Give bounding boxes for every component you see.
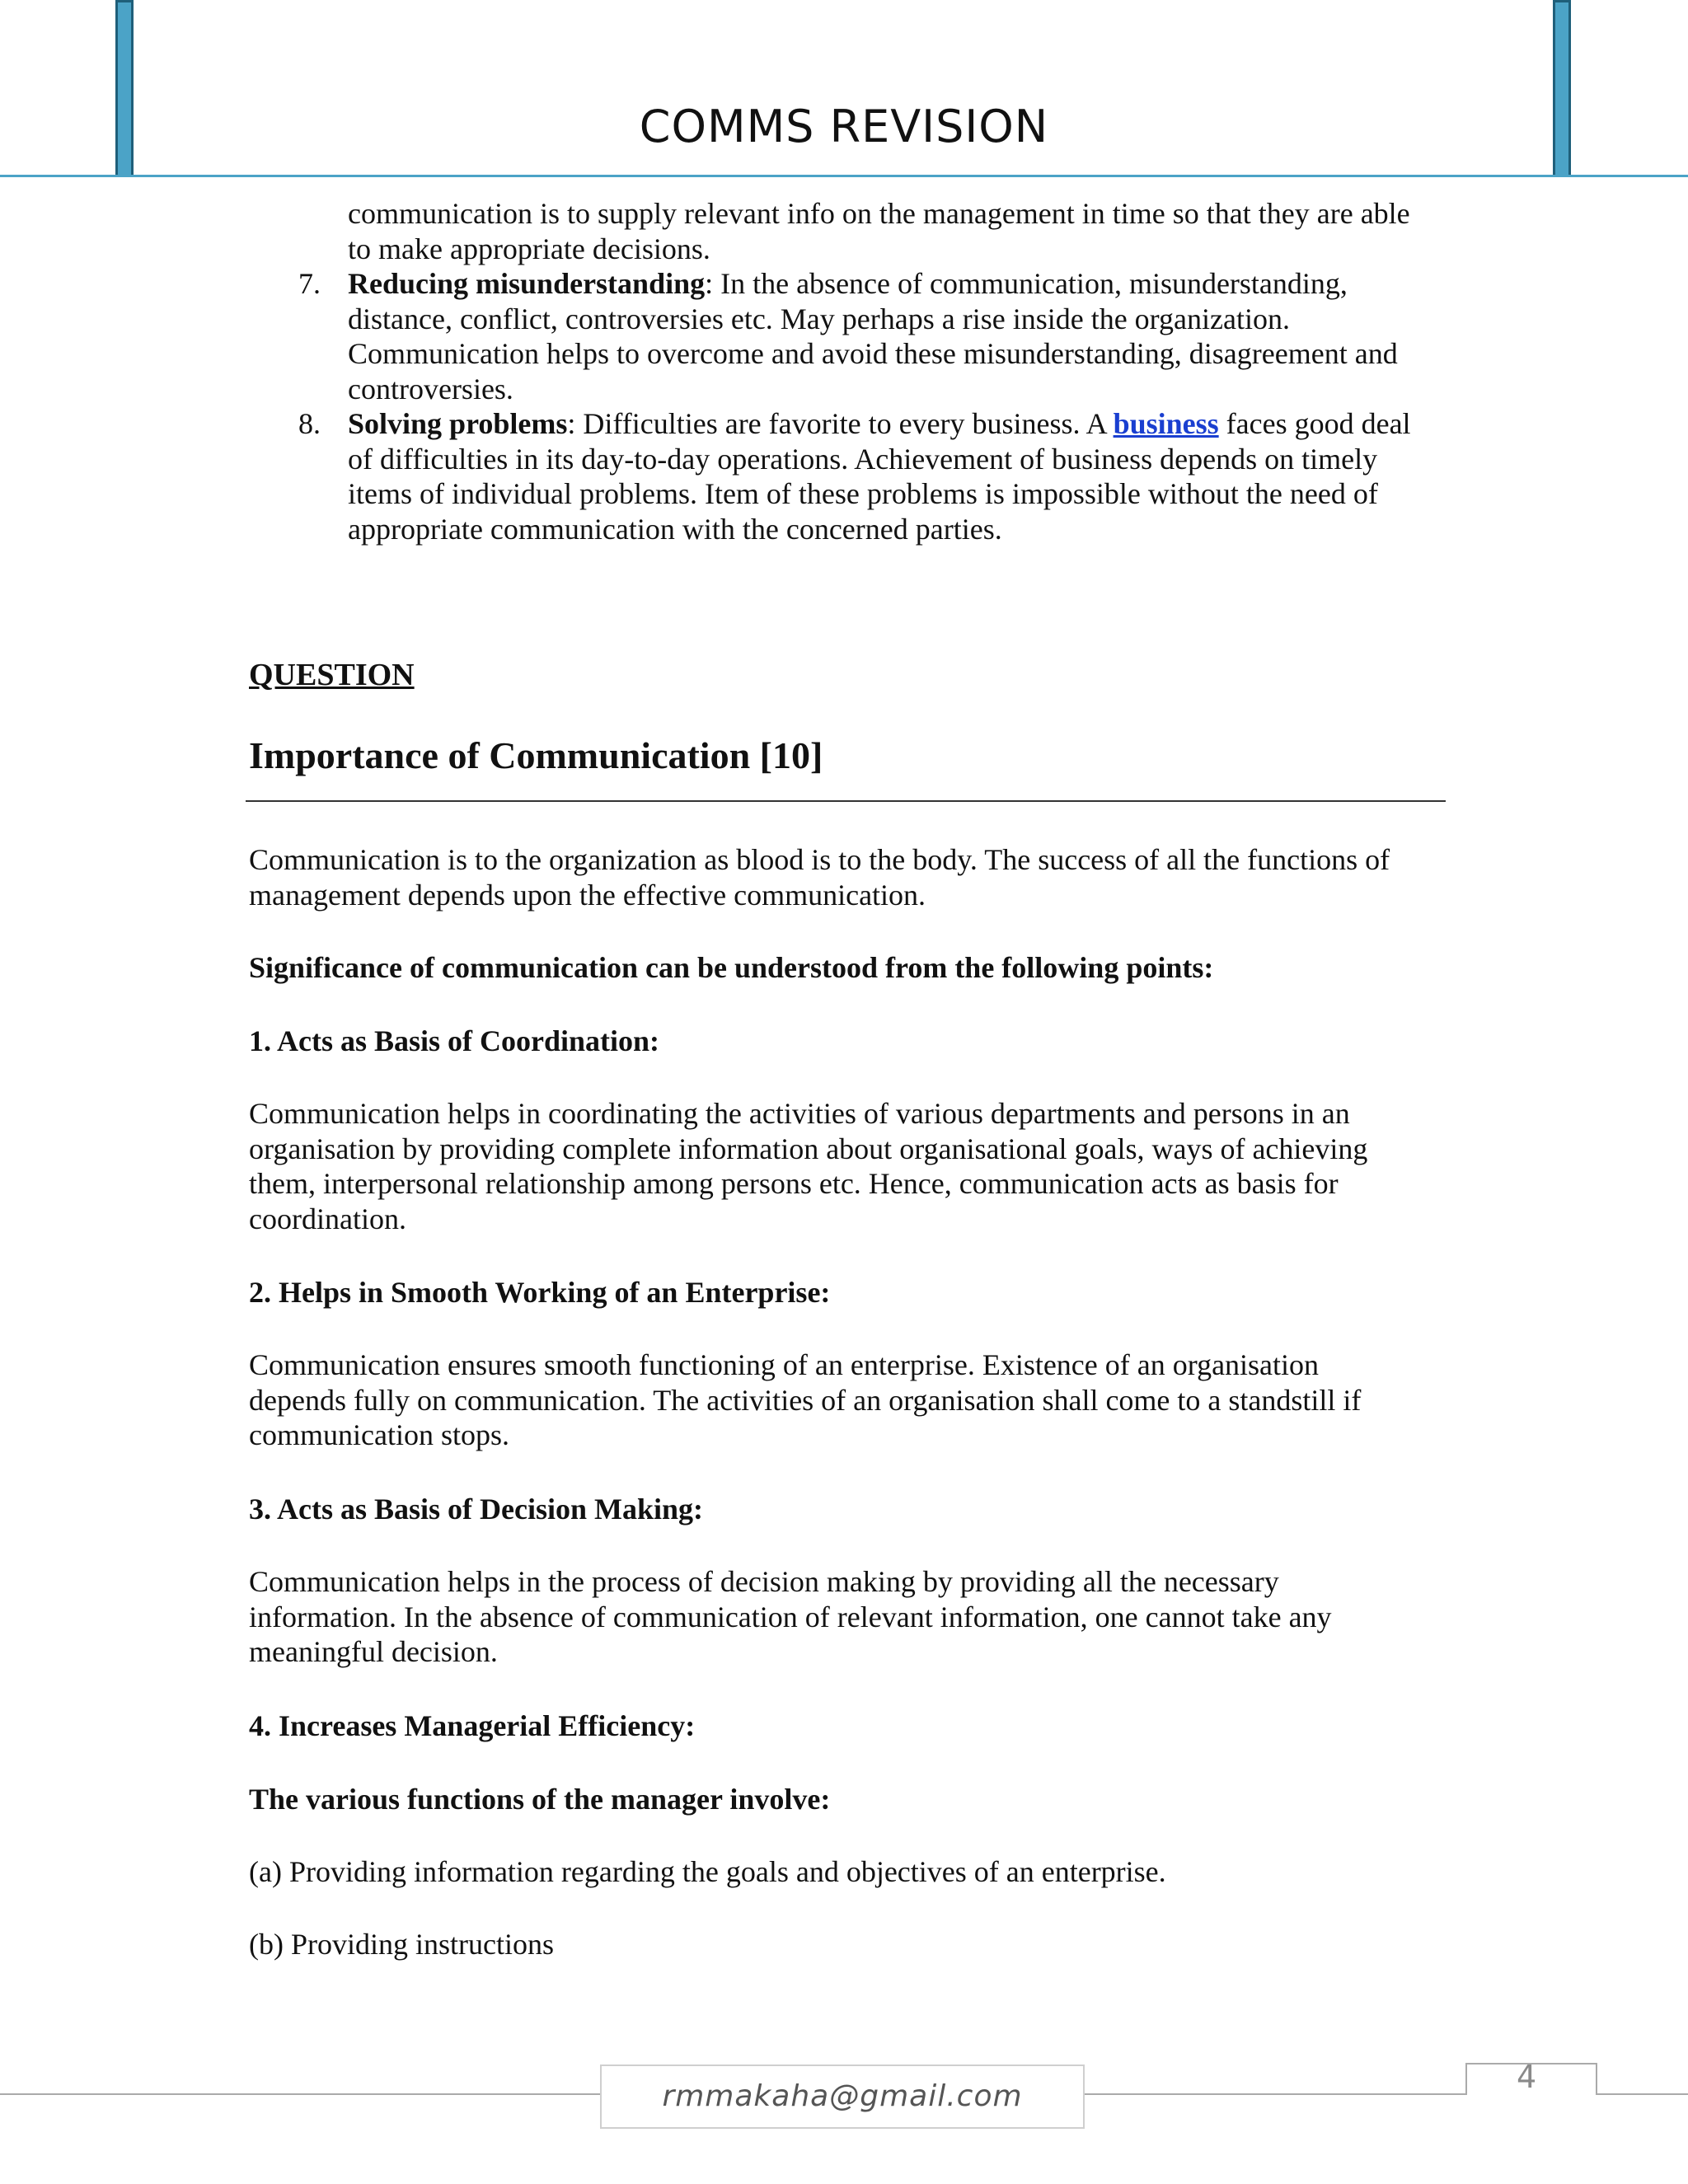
header-rule — [0, 175, 1688, 177]
list-item-title: Reducing misunderstanding — [348, 267, 706, 300]
list-lead-line: to make appropriate decisions. — [348, 232, 710, 265]
point-3-paragraph: Communication helps in the process of decision making by providing all the necessary information. In the absence of communication of relevant information, one cannot take any meaningful decision. — [249, 1565, 1332, 1668]
footer-email: rmmakaha@gmail.com — [600, 2064, 1085, 2129]
list-item-line: appropriate communication with the concerned parties. — [348, 512, 1002, 546]
significance-heading: Significance of communication can be understood from the following points: — [249, 951, 1214, 984]
point-1-paragraph: Communication helps in coordinating the activities of various departments and persons in an organisation by providing complete information about organisational goals, ways of achieving them, interpersonal relationship among persons etc. Hence, communication acts as basis for coordination. — [249, 1097, 1368, 1235]
point-2-title: 2. Helps in Smooth Working of an Enterprise: — [249, 1276, 831, 1309]
heading-rule — [246, 800, 1446, 802]
point-2-paragraph: Communication ensures smooth functioning of an enterprise. Existence of an organisation depends fully on communication. The activities of an organisation shall come to a standstill if communication stops. — [249, 1348, 1362, 1451]
function-b: (b) Providing instructions — [249, 1928, 554, 1961]
intro-paragraph: Communication is to the organization as blood is to the body. The success of all the functions of management depends upon the effective communication. — [249, 843, 1390, 912]
point-3-title: 3. Acts as Basis of Decision Making: — [249, 1493, 704, 1526]
point-1-title: 1. Acts as Basis of Coordination: — [249, 1024, 660, 1057]
list-item-line: of difficulties in its day-to-day operations. Achievement of business depends on timely — [348, 442, 1378, 476]
business-link[interactable]: business — [1113, 407, 1219, 440]
point-4-title: 4. Increases Managerial Efficiency: — [249, 1709, 696, 1742]
list-item-line: Communication helps to overcome and avoid these misunderstanding, disagreement and — [348, 337, 1398, 370]
footer-rule-right — [1596, 2093, 1688, 2095]
list-item-line: distance, conflict, controversies etc. May perhaps a rise inside the organization. — [348, 302, 1290, 335]
list-item-number: 7. — [298, 267, 321, 300]
function-a: (a) Providing information regarding the goals and objectives of an enterprise. — [249, 1855, 1166, 1888]
list-item-title: Solving problems — [348, 407, 568, 440]
list-item-7: 7. Reducing misunderstanding: In the absence of communication, misunderstanding, distance, conflict, controversies etc. May perhaps a rise inside the organization. Communication helps to overcome and avoid these misunderstanding, disagreement and controversies. — [249, 266, 1452, 406]
footer-rule-left — [0, 2093, 600, 2095]
list-item-8: 8. Solving problems: Difficulties are favorite to every business. A business faces good deal of difficulties in its day-to-day operations. Achievement of business depends on timely items of individual problems. Item of these problems is impossible without the need of appropriate communication with the concerned parties. — [249, 406, 1452, 546]
functions-heading: The various functions of the manager involve: — [249, 1783, 831, 1816]
footer-rule-middle — [1085, 2093, 1467, 2095]
list-lead-line: communication is to supply relevant info on the management in time so that they are able — [348, 197, 1410, 230]
section-heading: Importance of Communication [10] — [249, 734, 823, 776]
list-item-line: items of individual problems. Item of these problems is impossible without the need of — [348, 477, 1378, 510]
question-label: QUESTION — [249, 658, 415, 692]
continued-list — [249, 196, 1452, 546]
header-title: COMMS REVISION — [639, 101, 1049, 152]
list-item-number: 8. — [298, 407, 321, 440]
list-item-line: controversies. — [348, 372, 513, 405]
page-number: 4 — [1517, 2059, 1537, 2095]
